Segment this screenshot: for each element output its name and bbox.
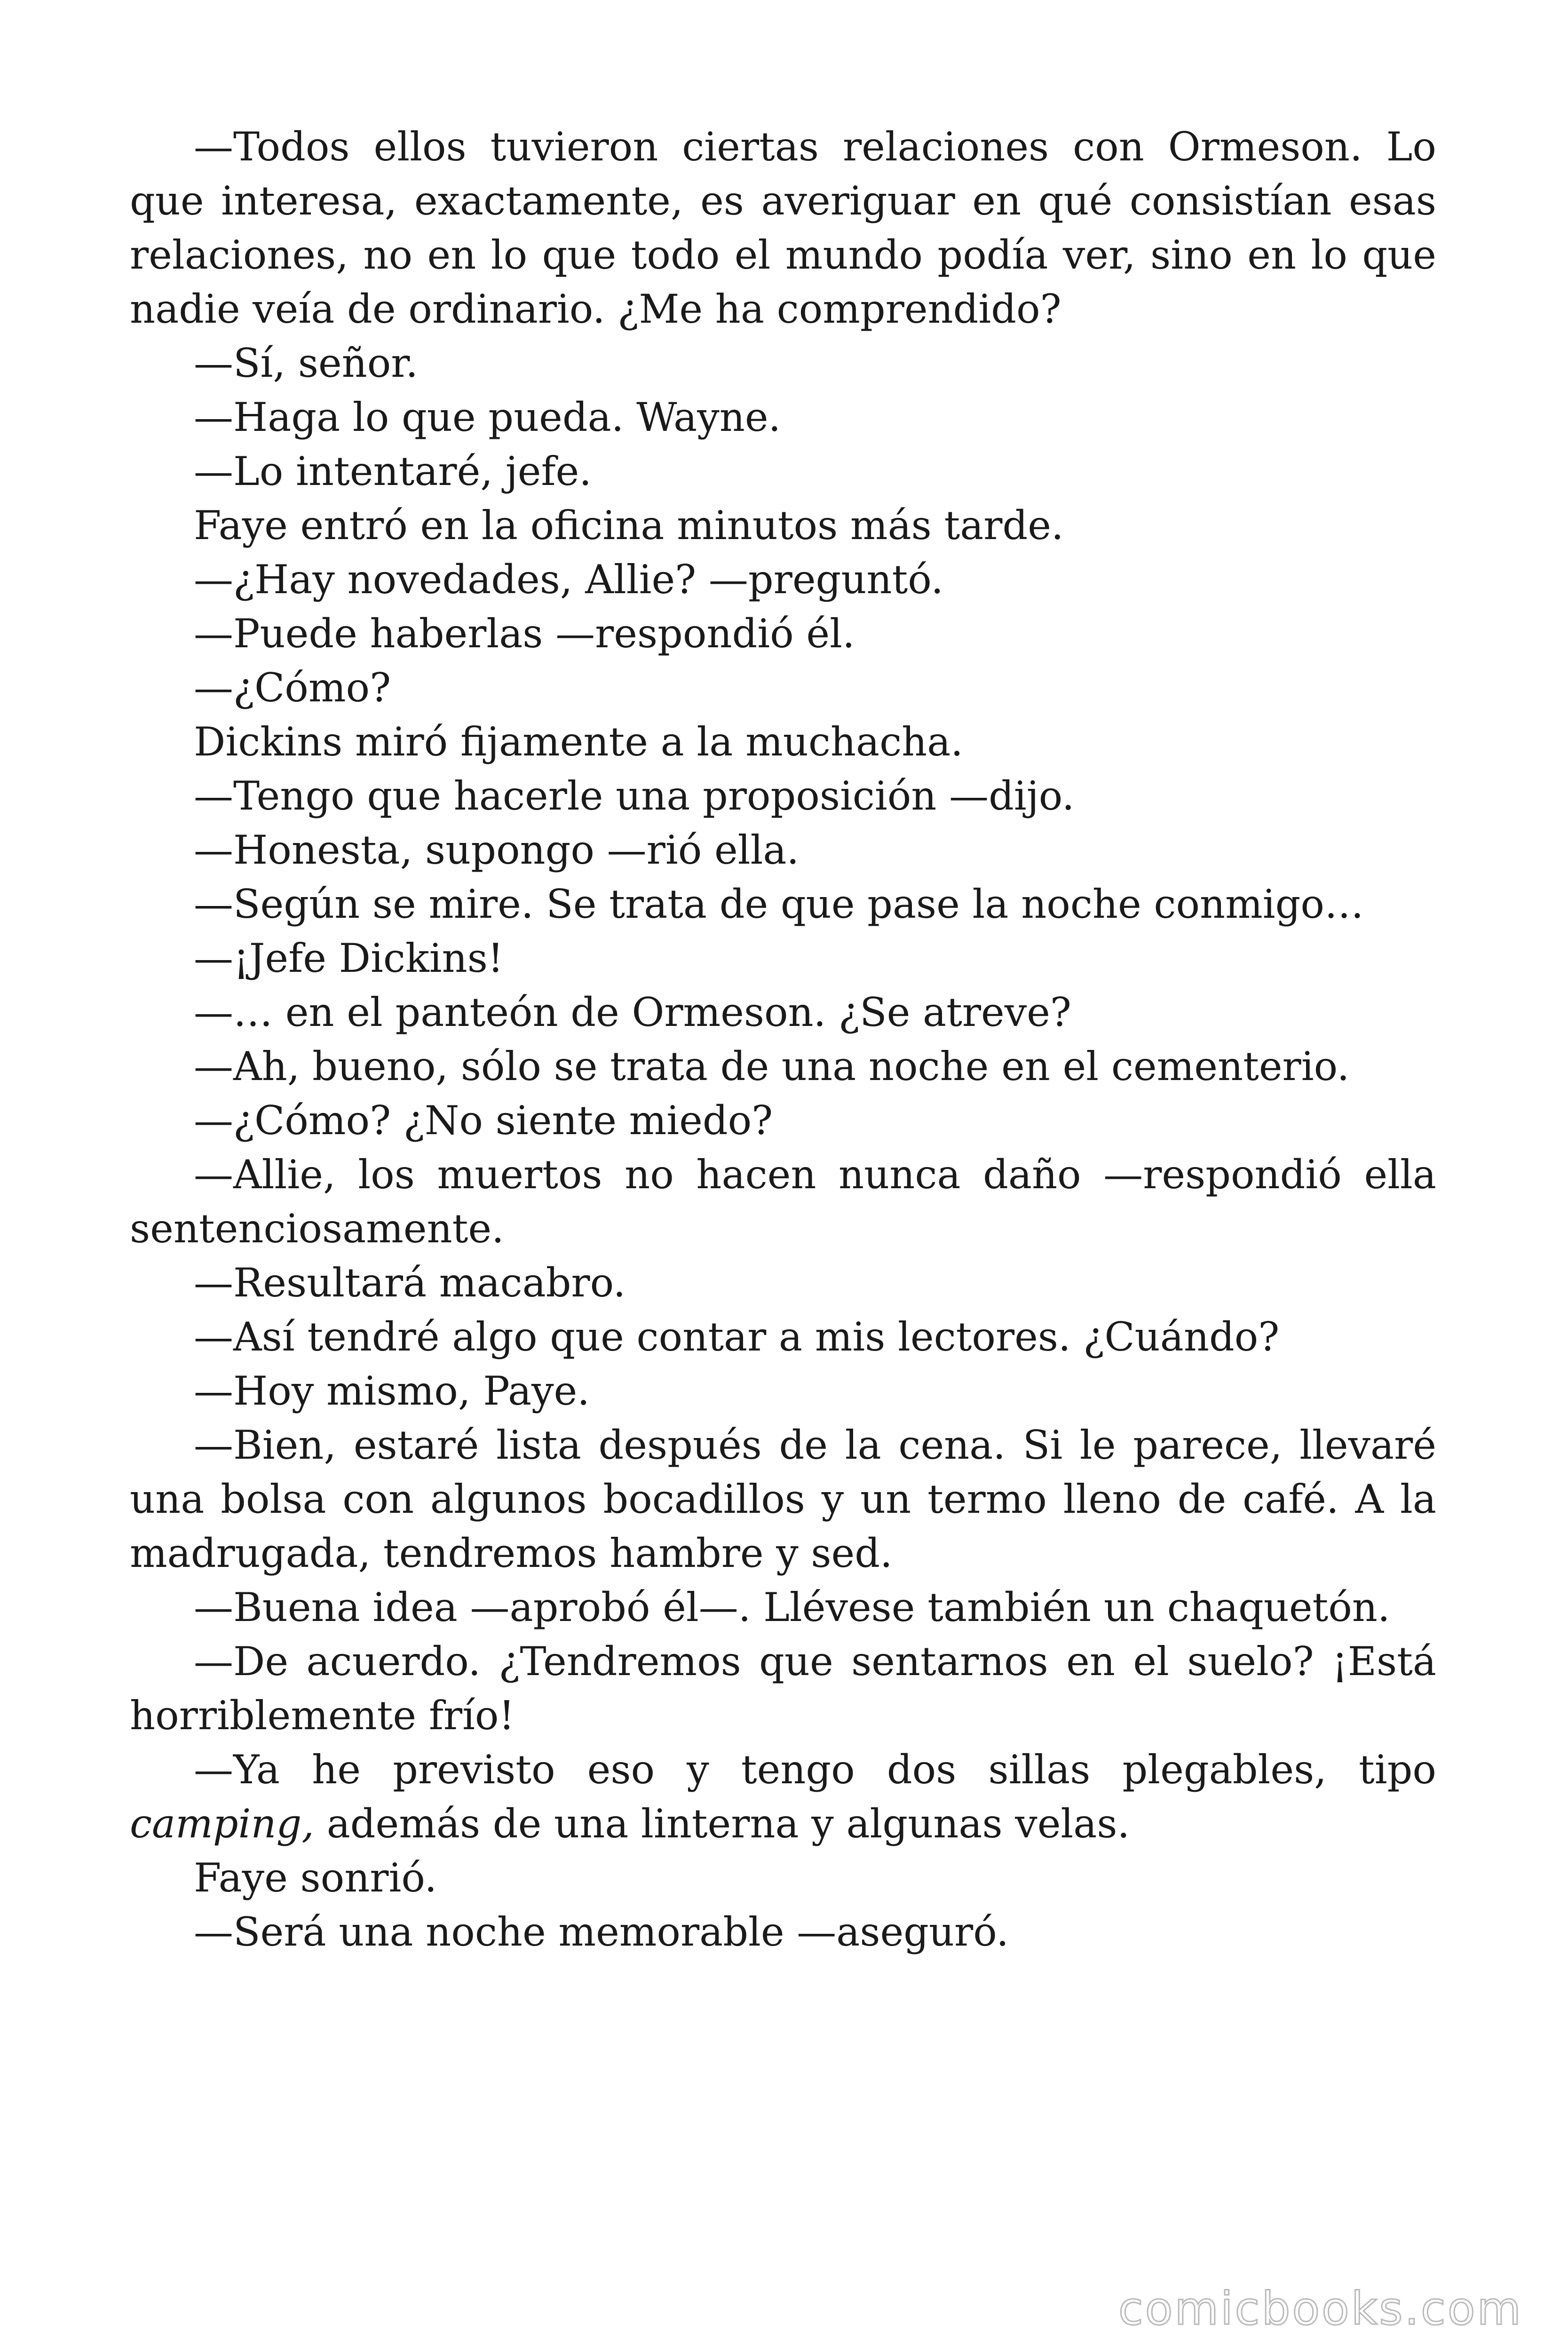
paragraph: —Resultará macabro. <box>194 1260 626 1306</box>
paragraph: —Allie, los muertos no hacen nunca daño —respondió ella sentenciosamente. <box>130 1152 1436 1252</box>
italic-word: camping, <box>130 1801 314 1847</box>
paragraph: —Todos ellos tuvieron ciertas relaciones con Ormeson. Lo que interesa, exactamente, es averiguar en qué consistían esas relaciones, no en lo que todo el mundo podía ver, sino en lo que nadie veía de ordinario. ¿Me ha comprendido? <box>130 124 1436 332</box>
paragraph: —¿Cómo? <box>194 665 391 711</box>
paragraph: —¿Hay novedades, Allie? —preguntó. <box>194 556 944 603</box>
watermark-logo: comicbooks.com <box>1118 2282 1523 2335</box>
paragraph: —Haga lo que pueda. Wayne. <box>194 394 781 440</box>
paragraph: —Según se mire. Se trata de que pase la noche conmigo… <box>194 881 1364 927</box>
paragraph: —… en el panteón de Ormeson. ¿Se atreve? <box>194 989 1071 1035</box>
paragraph: Dickins miró fijamente a la muchacha. <box>194 719 963 765</box>
paragraph: Faye sonrió. <box>194 1855 437 1901</box>
paragraph: —¡Jefe Dickins! <box>194 935 504 981</box>
body-text <box>130 120 1436 1959</box>
paragraph: —Así tendré algo que contar a mis lectores. ¿Cuándo? <box>194 1314 1280 1360</box>
paragraph: —Buena idea —aprobó él—. Llévese también un chaquetón. <box>194 1584 1390 1630</box>
paragraph: —Sí, señor. <box>194 340 418 386</box>
paragraph: —Puede haberlas —respondió él. <box>194 611 855 657</box>
paragraph <box>130 1743 1436 1851</box>
paragraph: —Será una noche memorable —aseguró. <box>194 1909 1009 1955</box>
paragraph: —Hoy mismo, Paye. <box>194 1368 590 1414</box>
paragraph: Faye entró en la oficina minutos más tarde. <box>194 502 1064 548</box>
paragraph: —Lo intentaré, jefe. <box>194 448 592 494</box>
paragraph: —Ah, bueno, sólo se trata de una noche en el cementerio. <box>194 1043 1350 1089</box>
paragraph: —De acuerdo. ¿Tendremos que sentarnos en el suelo? ¡Está horriblemente frío! <box>130 1638 1436 1739</box>
paragraph-text: —Ya he previsto eso y tengo dos sillas plegables, tipo <box>194 1747 1436 1793</box>
paragraph: —Tengo que hacerle una proposición —dijo. <box>194 773 1075 819</box>
paragraph-text: además de una linterna y algunas velas. <box>314 1801 1130 1847</box>
paragraph: —Bien, estaré lista después de la cena. Si le parece, llevaré una bolsa con algunos bocadillos y un termo lleno de café. A la madrugada, tendremos hambre y sed. <box>130 1422 1436 1576</box>
paragraph: —Honesta, supongo —rió ella. <box>194 827 800 873</box>
paragraph: —¿Cómo? ¿No siente miedo? <box>194 1097 773 1144</box>
